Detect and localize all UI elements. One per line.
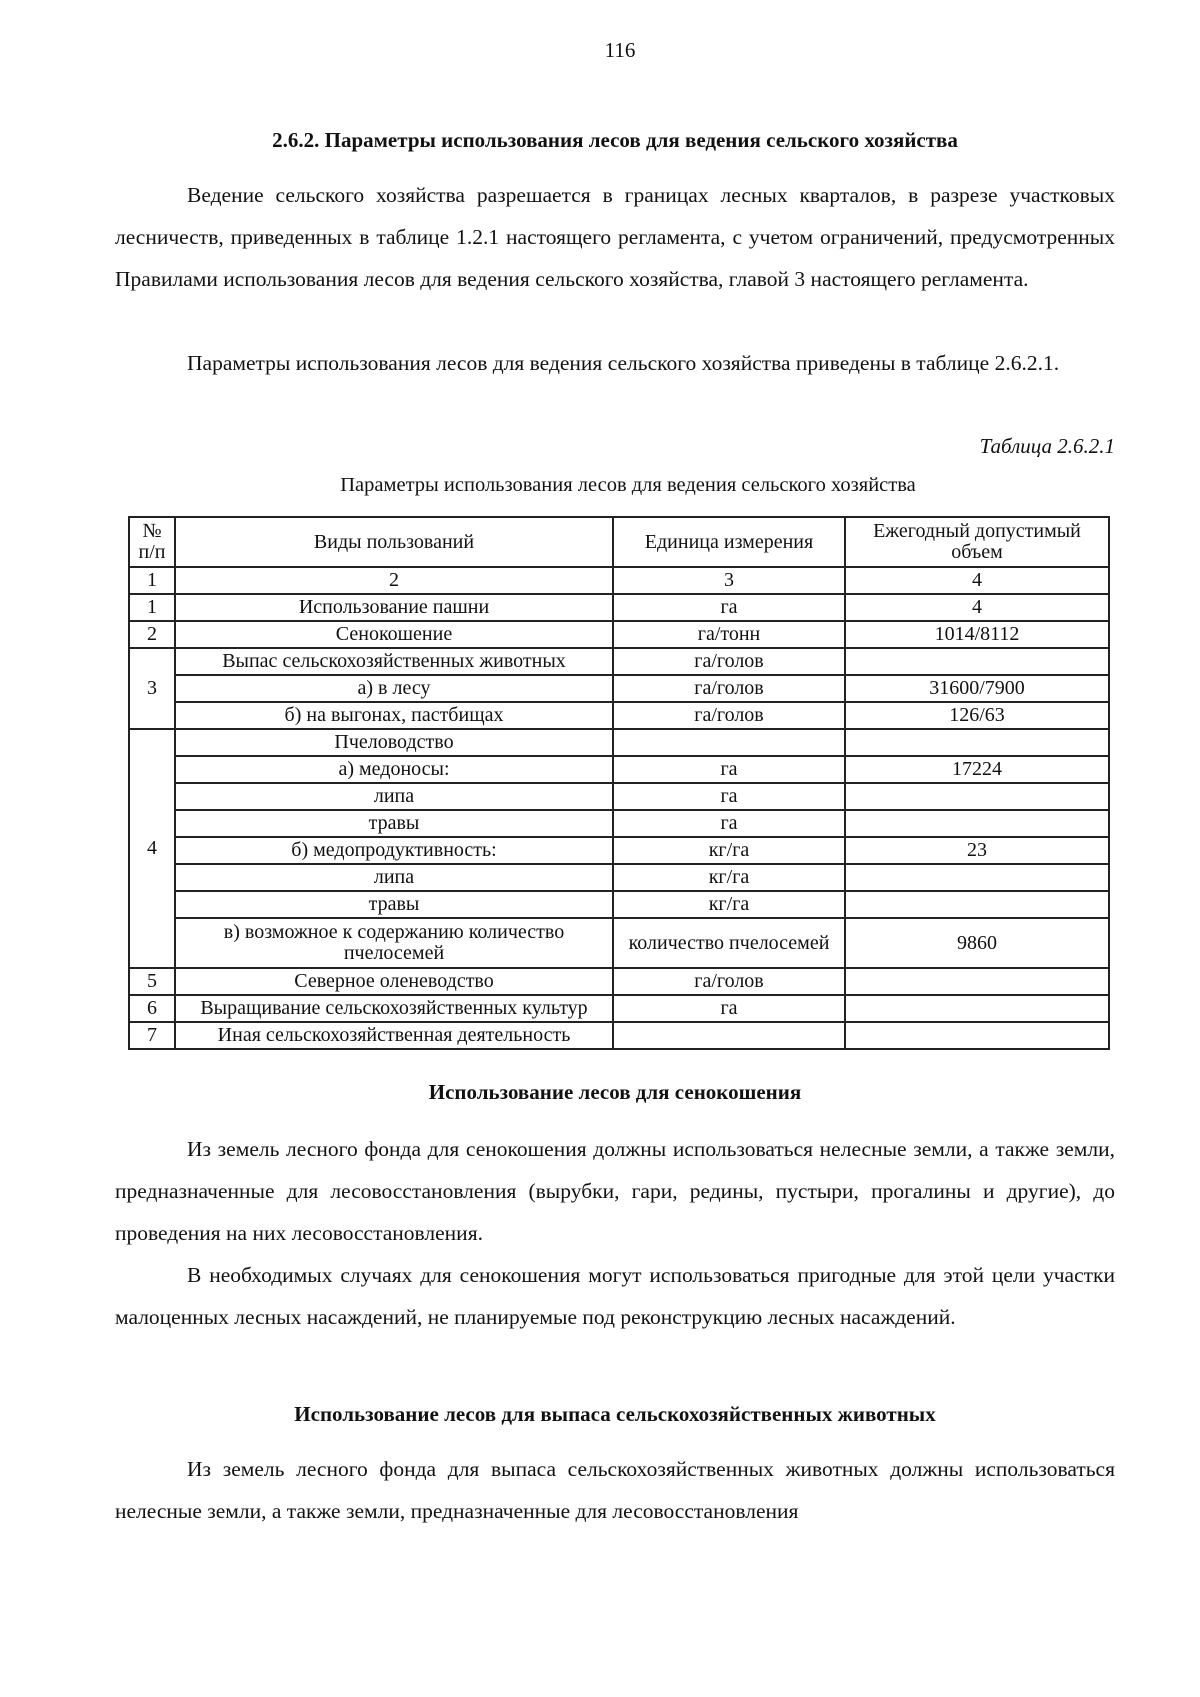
column-number: 1 <box>129 567 175 594</box>
row-unit: га <box>613 810 845 837</box>
row-volume <box>845 810 1109 837</box>
row-number: 5 <box>129 968 175 995</box>
row-volume <box>845 1022 1109 1049</box>
row-unit <box>613 729 845 756</box>
table-row <box>129 594 1109 621</box>
table-caption: Параметры использования лесов для ведения сельского хозяйства <box>340 474 916 496</box>
row-kind: Использование пашни <box>175 594 613 621</box>
row-unit: количество пчелосемей <box>613 918 845 968</box>
row-volume <box>845 729 1109 756</box>
row-kind: травы <box>175 891 613 918</box>
row-volume <box>845 864 1109 891</box>
row-kind: липа <box>175 864 613 891</box>
page-number: 116 <box>604 38 636 62</box>
row-unit: га <box>613 756 845 783</box>
row-volume: 17224 <box>845 756 1109 783</box>
row-kind: Выращивание сельскохозяйственных культур <box>175 995 613 1022</box>
column-number: 2 <box>175 567 613 594</box>
row-volume: 23 <box>845 837 1109 864</box>
row-kind: травы <box>175 810 613 837</box>
row-kind: Сенокошение <box>175 621 613 648</box>
row-volume: 126/63 <box>845 702 1109 729</box>
row-number: 2 <box>129 621 175 648</box>
header-number: № п/п <box>129 517 175 567</box>
table-row <box>129 891 1109 918</box>
table-row <box>129 675 1109 702</box>
row-unit: га <box>613 995 845 1022</box>
row-volume: 1014/8112 <box>845 621 1109 648</box>
table-row <box>129 702 1109 729</box>
header-kind: Виды пользований <box>175 517 613 567</box>
row-unit <box>613 1022 845 1049</box>
column-number: 3 <box>613 567 845 594</box>
row-kind: б) медопродуктивность: <box>175 837 613 864</box>
table-row <box>129 621 1109 648</box>
column-number: 4 <box>845 567 1109 594</box>
row-number: 7 <box>129 1022 175 1049</box>
row-kind: Выпас сельскохозяйственных животных <box>175 648 613 675</box>
table-row <box>129 1022 1109 1049</box>
row-volume <box>845 968 1109 995</box>
row-volume <box>845 783 1109 810</box>
table-row <box>129 864 1109 891</box>
row-unit: кг/га <box>613 891 845 918</box>
row-volume: 4 <box>845 594 1109 621</box>
row-kind: б) на выгонах, пастбищах <box>175 702 613 729</box>
row-number: 6 <box>129 995 175 1022</box>
row-unit: га/голов <box>613 968 845 995</box>
haymaking-heading: Использование лесов для сенокошения <box>428 1080 802 1104</box>
row-kind: в) возможное к содержанию количество пчелосемей <box>175 918 613 968</box>
row-unit: га <box>613 783 845 810</box>
table-row <box>129 968 1109 995</box>
header-unit: Единица измерения <box>613 517 845 567</box>
row-unit: га/голов <box>613 648 845 675</box>
row-unit: га <box>613 594 845 621</box>
row-unit: кг/га <box>613 864 845 891</box>
row-number: 4 <box>129 729 175 968</box>
row-unit: га/голов <box>613 702 845 729</box>
table-row <box>129 837 1109 864</box>
row-kind: а) в лесу <box>175 675 613 702</box>
row-volume: 9860 <box>845 918 1109 968</box>
section-heading: 2.6.2. Параметры использования лесов для ведения сельского хозяйства <box>272 128 958 152</box>
table-row <box>129 783 1109 810</box>
row-volume <box>845 891 1109 918</box>
row-unit: кг/га <box>613 837 845 864</box>
intro-paragraph-1: Ведение сельского хозяйства разрешается в границах лесных кварталов, в разрезе участковых лесничеств, приведенных в таблице 1.2.1 настоящего регламента, с учетом ограничений, предусмотренных Правилами использования лесов для ведения сельского хозяйства, главой 3 настоящего регламента. <box>115 183 1115 291</box>
table-row <box>129 729 1109 756</box>
row-volume <box>845 995 1109 1022</box>
row-kind: Пчеловодство <box>175 729 613 756</box>
row-kind: липа <box>175 783 613 810</box>
grazing-paragraph-1: Из земель лесного фонда для выпаса сельскохозяйственных животных должны использоваться нелесные земли, а также земли, предназначенные для лесовосстановления <box>115 1457 1115 1523</box>
table-header-row <box>129 517 1109 567</box>
table-row <box>129 995 1109 1022</box>
row-kind: Иная сельскохозяйственная деятельность <box>175 1022 613 1049</box>
table-label: Таблица 2.6.2.1 <box>979 434 1115 458</box>
table-row <box>129 810 1109 837</box>
table-row <box>129 648 1109 675</box>
row-number: 1 <box>129 594 175 621</box>
row-kind: Северное оленеводство <box>175 968 613 995</box>
row-unit: га/голов <box>613 675 845 702</box>
row-unit: га/тонн <box>613 621 845 648</box>
haymaking-paragraph-2: В необходимых случаях для сенокошения могут использоваться пригодные для этой цели участки малоценных лесных насаждений, не планируемые под реконструкцию лесных насаждений. <box>115 1263 1115 1329</box>
row-volume <box>845 648 1109 675</box>
table-row <box>129 756 1109 783</box>
row-kind: а) медоносы: <box>175 756 613 783</box>
parameters-table <box>128 516 1110 1050</box>
grazing-heading: Использование лесов для выпаса сельскохозяйственных животных <box>294 1402 936 1426</box>
row-number: 3 <box>129 648 175 729</box>
row-volume: 31600/7900 <box>845 675 1109 702</box>
table-row <box>129 918 1109 968</box>
intro-paragraph-2: Параметры использования лесов для ведения сельского хозяйства приведены в таблице 2.6.2.1. <box>187 351 1060 375</box>
haymaking-paragraph-1: Из земель лесного фонда для сенокошения должны использоваться нелесные земли, а также земли, предназначенные для лесовосстановления (вырубки, гари, редины, пустыри, прогалины и другие), до проведения на них лесовосстановления. <box>115 1137 1115 1245</box>
header-volume: Ежегодный допустимый объем <box>845 517 1109 567</box>
column-numbers-row <box>129 567 1109 594</box>
